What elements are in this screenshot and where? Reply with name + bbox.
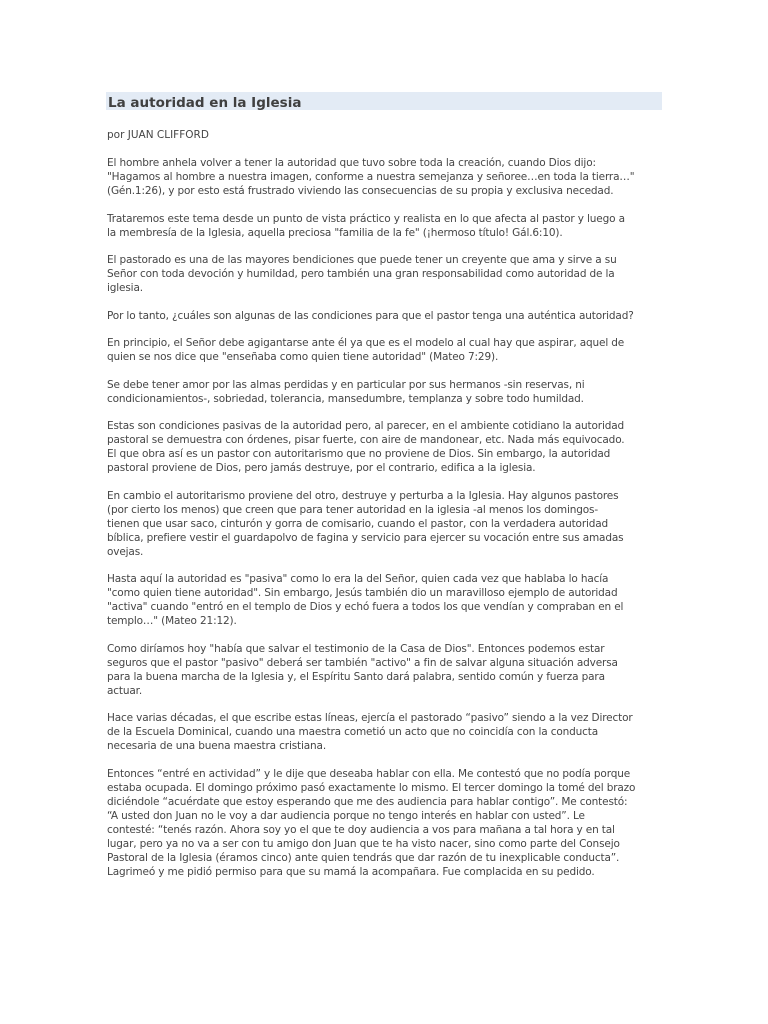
paragraph: [107, 767, 667, 879]
paragraph-line: Se debe tener amor por las almas perdidas y en particular por sus hermanos -sin reservas, ni: [107, 378, 585, 391]
paragraph-line: Por lo tanto, ¿cuáles son algunas de las condiciones para que el pastor tenga una auténtica autoridad?: [107, 309, 634, 322]
article-body: [107, 156, 667, 892]
paragraph-line: contesté: “tenés razón. Ahora soy yo el que te doy audiencia a vos para mañana a tal hora y en tal: [107, 823, 615, 836]
paragraph-line: Trataremos este tema desde un punto de vista práctico y realista en lo que afecta al pastor y luego a: [107, 212, 625, 225]
paragraph-line: iglesia.: [107, 282, 143, 294]
paragraph-line: estaba ocupada. El domingo próximo pasó exactamente lo mismo. El tercer domingo la tomé del brazo: [107, 781, 636, 794]
paragraph-line: Estas son condiciones pasivas de la autoridad pero, al parecer, en el ambiente cotidiano la autoridad: [107, 420, 625, 432]
paragraph: [107, 336, 667, 364]
paragraph-line: El hombre anhela volver a tener la autoridad que tuvo sobre toda la creación, cuando Dios dijo:: [107, 157, 596, 169]
paragraph-line: “A usted don Juan no le voy a dar audiencia porque no tengo interés en hablar con usted”. Le: [107, 809, 585, 822]
paragraph: [107, 489, 667, 559]
article-title: La autoridad en la Iglesia: [108, 95, 302, 111]
paragraph-line: "activa" cuando "entró en el templo de Dios y echó fuera a todos los que vendían y compraban en el: [107, 601, 624, 613]
paragraph: [107, 212, 667, 240]
paragraph-line: ovejas.: [107, 545, 144, 558]
paragraph: [107, 711, 667, 753]
paragraph-line: "Hagamos al hombre a nuestra imagen, conforme a nuestra semejanza y señoree…en toda la tierra…": [107, 171, 635, 183]
paragraph-line: templo…" (Mateo 21:12).: [107, 615, 237, 627]
paragraph-line: tienen que usar saco, cinturón y gorra de comisario, cuando el pastor, con la verdadera autoridad: [107, 517, 609, 530]
paragraph-line: pastoral se demuestra con órdenes, pisar fuerte, con aire de mandonear, etc. Nada más equivocado.: [107, 434, 625, 446]
paragraph-line: quien se nos dice que "enseñaba como quien tiene autoridad" (Mateo 7:29).: [107, 351, 499, 363]
byline: por JUAN CLIFFORD: [107, 129, 209, 141]
paragraph-line: condicionamientos-, sobriedad, tolerancia, mansedumbre, templanza y sobre todo humildad.: [107, 392, 584, 405]
paragraph-line: diciéndole “acuérdate que estoy esperando que me des audiencia para hablar contigo”. Me contestó:: [107, 795, 628, 808]
paragraph-line: actuar.: [107, 684, 143, 697]
paragraph-line: (Gén.1:26), y por esto está frustrado viviendo las consecuencias de su propia y exclusiva necedad.: [107, 185, 614, 197]
paragraph-line: pastoral proviene de Dios, pero jamás destruye, por el contrario, edifica a la iglesia.: [107, 462, 536, 474]
paragraph-line: (por cierto los menos) que creen que para tener autoridad en la iglesia -al menos los domingos-: [107, 503, 598, 516]
paragraph: [107, 156, 667, 198]
paragraph-line: "como quien tiene autoridad". Sin embargo, Jesús también dio un maravilloso ejemplo de autoridad: [107, 587, 618, 599]
paragraph-line: Como diríamos hoy "había que salvar el testimonio de la Casa de Dios". Entonces podemos estar: [107, 642, 605, 655]
paragraph-line: Lagrimeó y me pidió permiso para que su mamá la acompañara. Fue complacida en su pedido.: [107, 865, 595, 878]
paragraph-line: lugar, pero ya no va a ser con tu amigo don Juan que te ha visto nacer, sino como parte del Consejo: [107, 837, 620, 850]
paragraph-line: Hace varias décadas, el que escribe estas líneas, ejercía el pastorado “pasivo” siendo a la vez Director: [107, 712, 633, 724]
paragraph: [107, 253, 667, 295]
title-bar: [106, 92, 662, 110]
paragraph-line: para la buena marcha de la Iglesia y, el Espíritu Santo dará palabra, sentido común y fuerza para: [107, 670, 605, 683]
paragraph-line: En principio, el Señor debe agigantarse ante él ya que es el modelo al cual hay que aspirar, aquel de: [107, 337, 625, 349]
paragraph: [107, 309, 667, 323]
paragraph-line: El pastorado es una de las mayores bendiciones que puede tener un creyente que ama y sirve a su: [107, 254, 617, 266]
paragraph-line: necesaria de una buena maestra cristiana.: [107, 740, 327, 752]
paragraph-line: Entonces “entré en actividad” y le dije que deseaba hablar con ella. Me contestó que no podía porque: [107, 767, 631, 780]
paragraph-line: Señor con toda devoción y humildad, pero también una gran responsabilidad como autoridad de la: [107, 268, 615, 280]
paragraph-line: la membresía de la Iglesia, aquella preciosa "familia de la fe" (¡hermoso título! Gál.6:10).: [107, 226, 563, 239]
paragraph-line: bíblica, prefiere vestir el guardapolvo de fagina y servicio para ejercer su vocación entre sus amadas: [107, 531, 624, 544]
paragraph: [107, 378, 667, 406]
paragraph: [107, 419, 667, 475]
paragraph-line: Hasta aquí la autoridad es "pasiva" como lo era la del Señor, quien cada vez que hablaba lo hacía: [107, 573, 609, 585]
paragraph-line: seguros que el pastor "pasivo" deberá ser también "activo" a fin de salvar alguna situación adversa: [107, 656, 618, 669]
paragraph-line: El que obra así es un pastor con autoritarismo que no proviene de Dios. Sin embargo, la autoridad: [107, 448, 611, 460]
paragraph-line: En cambio el autoritarismo proviene del otro, destruye y perturba a la Iglesia. Hay algunos pastores: [107, 489, 619, 502]
paragraph: [107, 572, 667, 628]
paragraph: [107, 642, 667, 698]
paragraph-line: de la Escuela Dominical, cuando una maestra cometió un acto que no coincidía con la conducta: [107, 726, 599, 738]
paragraph-line: Pastoral de la Iglesia (éramos cinco) ante quien tendrás que dar razón de tu inexplicable conducta”.: [107, 851, 620, 864]
